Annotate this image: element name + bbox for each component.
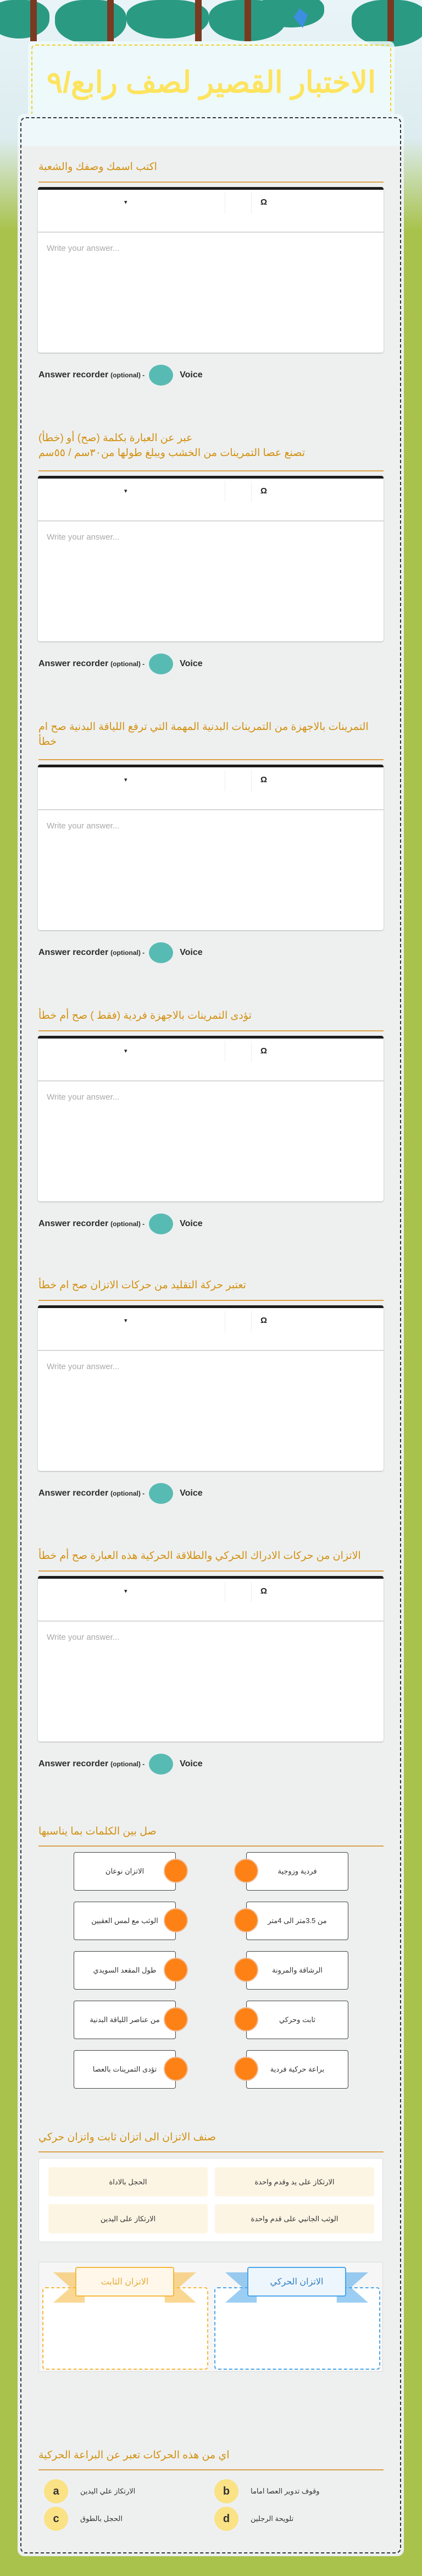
recorder-label: Answer recorder — [38, 1759, 109, 1768]
tree-trunk — [195, 0, 202, 41]
editor-toolbar — [38, 190, 384, 233]
option-text: تلويحة الرجلين — [251, 2514, 294, 2523]
recorder-label: Answer recorder — [38, 659, 109, 668]
classify-buckets — [38, 2262, 383, 2372]
answer-input[interactable]: Write your answer... — [47, 532, 120, 542]
match-connector-dot[interactable] — [164, 1859, 188, 1883]
editor-toolbar — [38, 767, 384, 810]
record-button[interactable] — [149, 1483, 173, 1504]
recorder-label: Answer recorder — [38, 1489, 109, 1498]
toolbar-divider — [251, 481, 252, 502]
tree-trunk — [387, 0, 394, 41]
format-dropdown-icon[interactable]: ▾ — [124, 488, 127, 495]
option-letter-badge: c — [44, 2507, 68, 2531]
draggable-item[interactable]: الحجل بالاداة — [48, 2167, 208, 2196]
mcq-option[interactable] — [44, 2507, 123, 2531]
recorder-label: Answer recorder — [38, 948, 109, 957]
title-underline — [38, 2469, 384, 2470]
title-underline — [38, 1030, 384, 1031]
match-connector-dot[interactable] — [234, 2057, 258, 2081]
option-text: الارتكاز علي اليدين — [80, 2487, 136, 2495]
classify-items-pool — [38, 2158, 383, 2242]
recorder-optional: (optional) - — [110, 371, 145, 379]
title-underline — [38, 470, 384, 471]
record-button[interactable] — [149, 1213, 173, 1234]
record-button[interactable] — [149, 365, 173, 386]
answer-input[interactable]: Write your answer... — [47, 244, 120, 253]
question-title: الاتزان من حركات الادراك الحركي والطلاقة الحركية هذه العبارة صح أم خطأ — [38, 1550, 361, 1562]
answer-input[interactable]: Write your answer... — [47, 1362, 120, 1371]
answer-recorder — [38, 942, 203, 964]
match-right-item[interactable]: فردية وزوجية — [246, 1852, 348, 1891]
title-underline — [38, 1570, 384, 1572]
recorder-optional: (optional) - — [110, 660, 145, 668]
match-right-item[interactable]: ثابت وحركي — [246, 2001, 348, 2039]
option-text: وقوف تدوير العصا اماما — [251, 2487, 320, 2495]
tree-trunk — [107, 0, 114, 41]
bucket-label: الاتزان الحركي — [247, 2267, 346, 2297]
question-title: اكتب اسمك وصفك والشعبة — [38, 161, 157, 173]
option-text: الحجل بالطوق — [80, 2514, 123, 2523]
match-left-item[interactable]: من عناصر اللياقة البدنية — [74, 2001, 176, 2039]
answer-recorder — [38, 1213, 203, 1235]
title-underline — [38, 759, 384, 760]
match-connector-dot[interactable] — [164, 2007, 188, 2031]
format-dropdown-icon[interactable]: ▾ — [124, 1048, 127, 1054]
voice-label: Voice — [180, 1489, 203, 1498]
draggable-item[interactable]: الوثب الجانبي على قدم واحدة — [215, 2204, 374, 2233]
voice-label: Voice — [180, 1759, 203, 1768]
match-left-item[interactable]: تؤدى التمرينات بالعصا — [74, 2050, 176, 2089]
tree-trunk — [30, 0, 37, 41]
toolbar-divider — [251, 193, 252, 213]
editor-toolbar — [38, 479, 384, 521]
match-connector-dot[interactable] — [234, 2007, 258, 2031]
match-connector-dot[interactable] — [234, 1908, 258, 1932]
tree-icon — [0, 0, 49, 39]
title-underline — [38, 1300, 384, 1301]
editor-toolbar — [38, 1308, 384, 1351]
question-title: تعتبر حركة التقليد من حركات الاتزان صح ام خطأ — [38, 1279, 246, 1291]
answer-editor — [38, 1305, 384, 1471]
match-connector-dot[interactable] — [234, 1859, 258, 1883]
recorder-optional: (optional) - — [110, 1760, 145, 1768]
match-connector-dot[interactable] — [164, 1958, 188, 1982]
record-button[interactable] — [149, 653, 173, 674]
matching-title: صل بين الكلمات بما يناسبها — [38, 1826, 157, 1837]
match-right-item[interactable]: الرشاقة والمرونة — [246, 1951, 348, 1990]
voice-label: Voice — [180, 1219, 203, 1228]
tree-trunk — [245, 0, 251, 41]
voice-label: Voice — [180, 370, 203, 380]
match-connector-dot[interactable] — [164, 2057, 188, 2081]
answer-editor — [38, 187, 384, 353]
classify-title: صنف الاتزان الى اتزان ثابت واتزان حركي — [38, 2132, 216, 2143]
answer-recorder — [38, 653, 203, 675]
format-dropdown-icon[interactable]: ▾ — [124, 199, 127, 206]
toolbar-divider — [251, 1311, 252, 1332]
question-title: تؤدى التمرينات بالاجهزة فردية (فقط ) صح أم خطأ — [38, 1010, 252, 1021]
voice-label: Voice — [180, 659, 203, 668]
match-right-item[interactable]: براعة حركية فردية — [246, 2050, 348, 2089]
toolbar-divider — [251, 770, 252, 791]
question-title: التمرينات بالاجهزة من التمرينات البدنية المهمة التي ترفع اللياقة البدنية صح ام خطأ — [38, 721, 369, 748]
recorder-optional: (optional) - — [110, 949, 145, 957]
toolbar-divider — [251, 1581, 252, 1602]
special-character-icon[interactable]: Ω — [260, 1046, 268, 1056]
answer-recorder — [38, 364, 203, 386]
recorder-optional: (optional) - — [110, 1220, 145, 1228]
draggable-item[interactable]: الارتكاز على يد وقدم واحدة — [215, 2167, 374, 2196]
tree-icon — [55, 0, 126, 44]
option-letter-badge: a — [44, 2479, 68, 2503]
match-left-item[interactable]: طول المقعد السويدي — [74, 1951, 176, 1990]
record-button[interactable] — [149, 942, 173, 963]
title-underline — [38, 1846, 384, 1847]
match-connector-dot[interactable] — [164, 1908, 188, 1932]
mcq-option[interactable] — [214, 2507, 293, 2531]
special-character-icon[interactable]: Ω — [260, 1586, 268, 1596]
title-underline — [38, 2151, 384, 2152]
draggable-item[interactable]: الارتكاز على اليدين — [48, 2204, 208, 2233]
special-character-icon[interactable]: Ω — [260, 486, 268, 496]
title-underline — [38, 182, 384, 183]
question-title: تصنع عصا التمرينات من الخشب ويبلغ طولها من٣٠سم / ٥٥سم — [38, 447, 306, 459]
match-left-item[interactable]: الاتزان نوعان — [74, 1852, 176, 1891]
option-letter-badge: d — [214, 2507, 238, 2531]
mcq-title: اي من هذه الحركات تعبر عن البراعة الحركية — [38, 2449, 230, 2461]
answer-input[interactable]: Write your answer... — [47, 1092, 120, 1102]
special-character-icon[interactable]: Ω — [260, 775, 268, 784]
editor-toolbar — [38, 1579, 384, 1622]
record-button[interactable] — [149, 1754, 173, 1775]
question-title: عبر عن العبارة بكلمة (صح) أو (خطأ) — [38, 432, 193, 444]
match-connector-dot[interactable] — [234, 1958, 258, 1982]
answer-recorder — [38, 1753, 203, 1775]
answer-input[interactable]: Write your answer... — [47, 821, 120, 831]
bucket-label: الاتزان الثابت — [75, 2267, 174, 2297]
voice-label: Voice — [180, 948, 203, 957]
recorder-optional: (optional) - — [110, 1490, 145, 1497]
page-title: الاختبار القصير لصف رابع/٩ — [46, 65, 376, 99]
answer-editor — [38, 1036, 384, 1201]
match-right-item[interactable]: من 3.5متر الى 4متر — [246, 1902, 348, 1940]
quiz-card — [18, 114, 404, 2556]
option-letter-badge: b — [214, 2479, 238, 2503]
tree-icon — [352, 0, 422, 47]
format-dropdown-icon[interactable]: ▾ — [124, 1588, 127, 1595]
recorder-label: Answer recorder — [38, 370, 109, 380]
special-character-icon[interactable]: Ω — [260, 197, 268, 207]
answer-editor — [38, 476, 384, 641]
match-left-item[interactable]: الوثب مع لمس العقبين — [74, 1902, 176, 1940]
recorder-label: Answer recorder — [38, 1219, 109, 1228]
special-character-icon[interactable]: Ω — [260, 1316, 268, 1325]
mcq-option[interactable] — [44, 2479, 135, 2503]
answer-editor — [38, 1576, 384, 1742]
answer-recorder — [38, 1482, 203, 1504]
editor-toolbar — [38, 1039, 384, 1081]
format-dropdown-icon[interactable]: ▾ — [124, 1317, 127, 1324]
format-dropdown-icon[interactable]: ▾ — [124, 777, 127, 783]
header-card — [28, 41, 395, 118]
mcq-option[interactable] — [214, 2479, 320, 2503]
answer-input[interactable]: Write your answer... — [47, 1633, 120, 1642]
toolbar-divider — [251, 1041, 252, 1062]
answer-editor — [38, 765, 384, 930]
